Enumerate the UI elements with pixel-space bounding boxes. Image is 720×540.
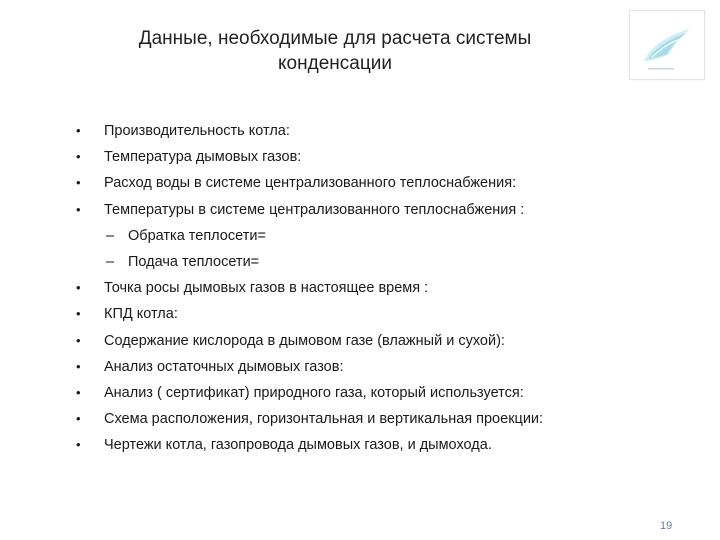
list-item	[72, 328, 702, 354]
bullet-icon: •	[76, 384, 81, 400]
list-item-text: Точка росы дымовых газов в настоящее время :	[104, 280, 429, 297]
company-logo	[629, 10, 705, 80]
list-item	[72, 406, 702, 432]
list-item-text: Температуры в системе централизованного теплоснабжения :	[104, 201, 525, 218]
list-item-text: Содержание кислорода в дымовом газе (влажный и сухой):	[104, 332, 505, 349]
wing-logo-icon	[630, 11, 704, 79]
sub-list-item	[72, 249, 702, 275]
bullet-icon: •	[76, 175, 81, 191]
bullet-icon: •	[76, 149, 81, 165]
dash-icon: –	[106, 227, 115, 244]
list-item	[72, 275, 702, 301]
list-item-text: Температура дымовых газов:	[104, 149, 302, 166]
dash-icon: –	[106, 253, 115, 270]
bullet-icon: •	[76, 280, 81, 296]
sub-list-item	[72, 223, 702, 249]
bullet-icon: •	[76, 358, 81, 374]
slide-title-line-2: конденсации	[278, 53, 392, 74]
requirements-list	[72, 118, 702, 458]
list-item-text: КПД котла:	[104, 306, 178, 323]
list-item	[72, 197, 702, 223]
list-item	[72, 301, 702, 327]
bullet-icon: •	[76, 123, 81, 138]
list-item-text: Расход воды в системе централизованного теплоснабжения:	[104, 175, 517, 192]
list-item	[72, 118, 702, 144]
list-item	[72, 170, 702, 196]
list-item	[72, 432, 702, 458]
bullet-icon: •	[76, 201, 81, 217]
list-item	[72, 380, 702, 406]
list-item-text: Анализ остаточных дымовых газов:	[104, 358, 344, 375]
list-item	[72, 354, 702, 380]
list-item-text: Производительность котла:	[104, 123, 290, 139]
list-item-text: Анализ ( сертификат) природного газа, который используется:	[104, 384, 524, 401]
bullet-icon: •	[76, 411, 81, 427]
sub-list-item-text: Обратка теплосети=	[128, 227, 266, 244]
list-item-text: Схема расположения, горизонтальная и вертикальная проекции:	[104, 411, 544, 428]
list-item	[72, 144, 702, 170]
sub-list-item-text: Подача теплосети=	[128, 253, 260, 270]
bullet-icon: •	[76, 332, 81, 348]
list-item-text: Чертежи котла, газопровода дымовых газов, и дымохода.	[104, 437, 492, 454]
slide-title	[100, 26, 570, 76]
slide-title-line-1: Данные, необходимые для расчета системы	[138, 28, 532, 49]
page-number: 19	[660, 520, 673, 532]
bullet-icon: •	[76, 306, 81, 322]
bullet-icon: •	[76, 437, 81, 453]
